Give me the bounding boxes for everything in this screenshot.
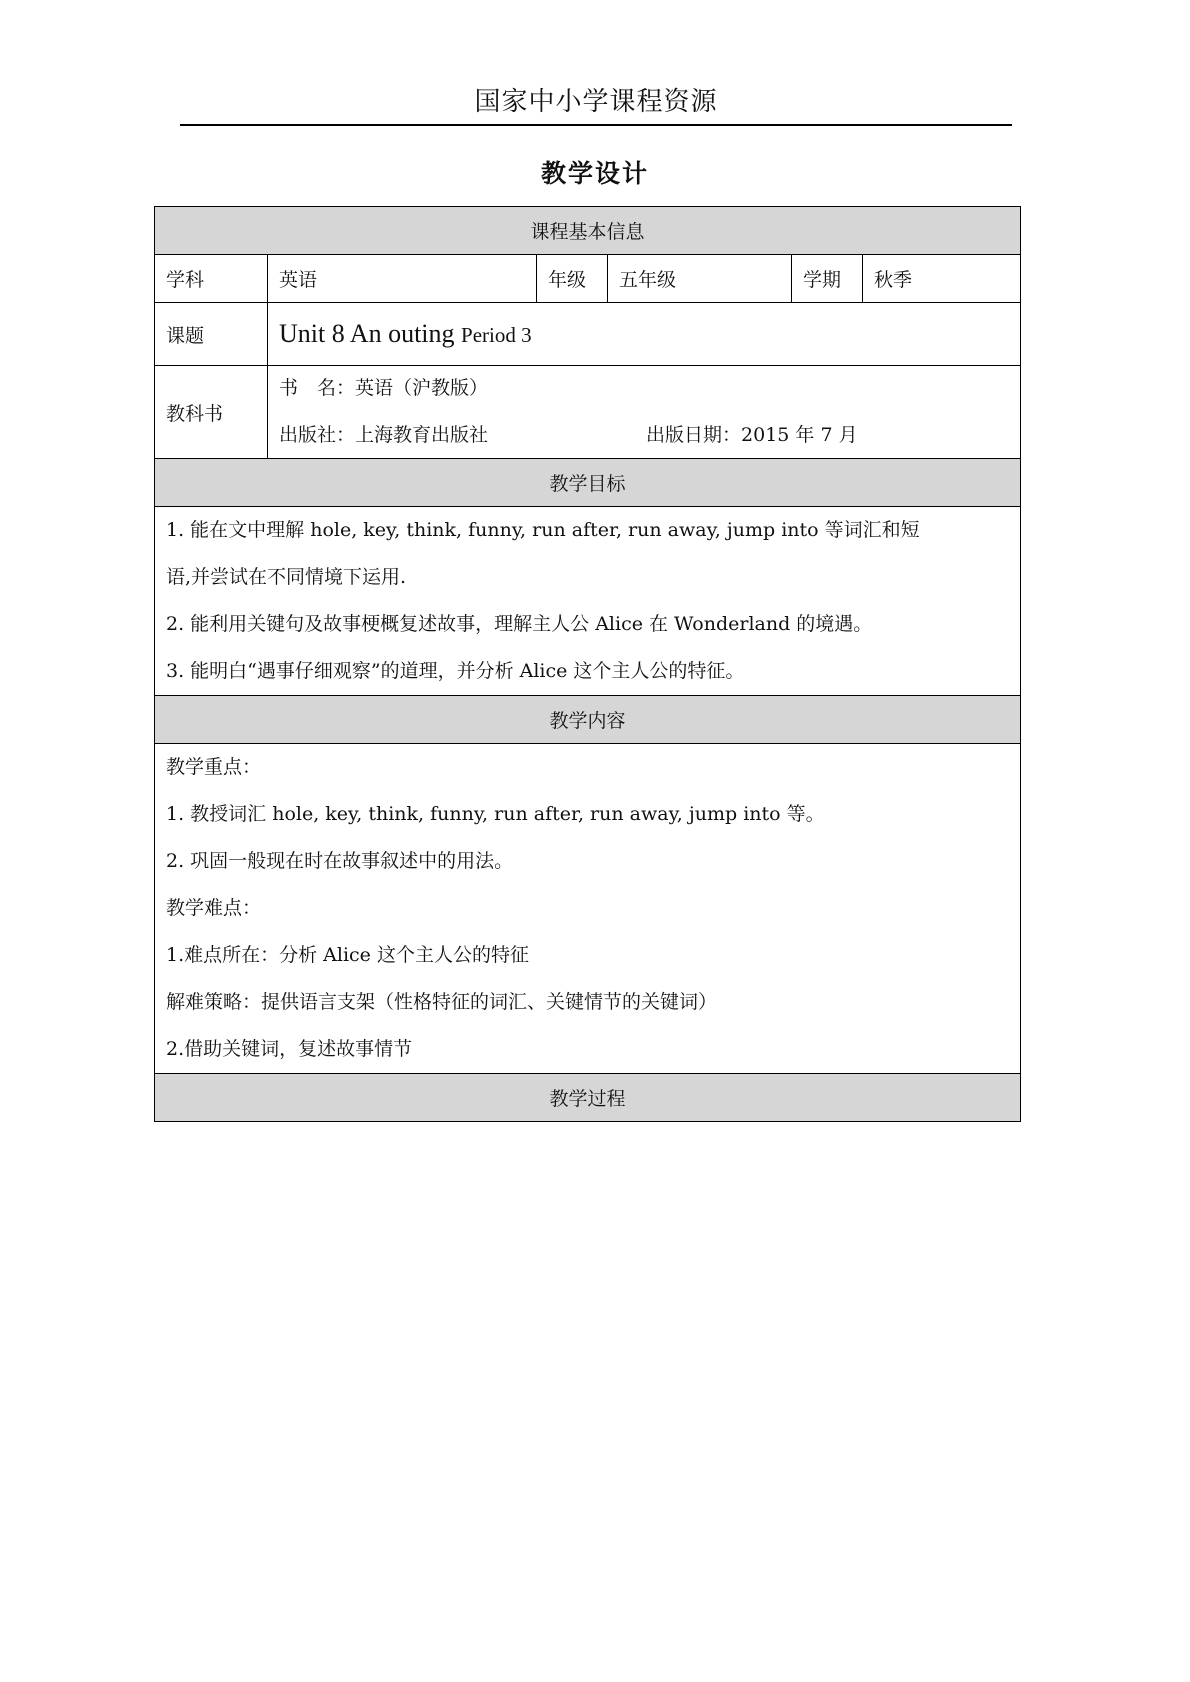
section-basic-info: 课程基本信息 [155,207,1021,255]
subject-value: 英语 [268,255,537,303]
site-title: 国家中小学课程资源 [474,87,718,117]
section-goals: 教学目标 [155,459,1021,507]
section-content: 教学内容 [155,696,1021,744]
topic-label: 课题 [155,303,268,366]
goal-line: 1. 能在文中理解 hole, key, think, funny, run after, run away, jump into 等词汇和短 [166,519,920,541]
site-header [180,80,1012,126]
lesson-plan-table [154,206,1021,1122]
grade-label: 年级 [537,255,608,303]
topic-row [155,303,1021,366]
content-line: 1. 教授词汇 hole, key, think, funny, run after, run away, jump into 等。 [166,803,825,825]
subject-label: 学科 [155,255,268,303]
term-value: 秋季 [863,255,1021,303]
textbook-details [268,366,1021,459]
content-line: 2.借助关键词，复述故事情节 [166,1038,413,1060]
textbook-row [155,366,1021,459]
content-line: 教学难点： [166,897,262,919]
info-row [155,255,1021,303]
document-title: 教学设计 [540,159,649,188]
goals-body [155,507,1021,696]
topic-value [268,303,1021,366]
publish-date: 出版日期：2015 年 7 月 [646,424,858,446]
goal-line: 语,并尝试在不同情境下运用. [166,566,407,588]
content-line: 2. 巩固一般现在时在故事叙述中的用法。 [166,850,514,872]
goal-line: 3. 能明白“遇事仔细观察”的道理，并分析 Alice 这个主人公的特征。 [166,660,745,682]
content-line: 解难策略：提供语言支架（性格特征的词汇、关键情节的关键词） [166,991,718,1013]
content-body [155,744,1021,1074]
goal-line: 2. 能利用关键句及故事梗概复述故事，理解主人公 Alice 在 Wonderland 的境遇。 [166,613,873,635]
topic-main-text: Unit 8 An outing [279,319,462,348]
topic-period-text: Period 3 [461,323,532,347]
grade-value: 五年级 [608,255,792,303]
book-name: 书 名：英语（沪教版） [279,377,489,399]
content-line: 教学重点： [166,756,262,778]
term-label: 学期 [792,255,863,303]
content-line: 1.难点所在：分析 Alice 这个主人公的特征 [166,944,529,966]
section-process: 教学过程 [155,1074,1021,1122]
publisher: 出版社：上海教育出版社 [279,424,489,446]
publisher-line [279,412,1009,458]
textbook-label: 教科书 [155,366,268,459]
